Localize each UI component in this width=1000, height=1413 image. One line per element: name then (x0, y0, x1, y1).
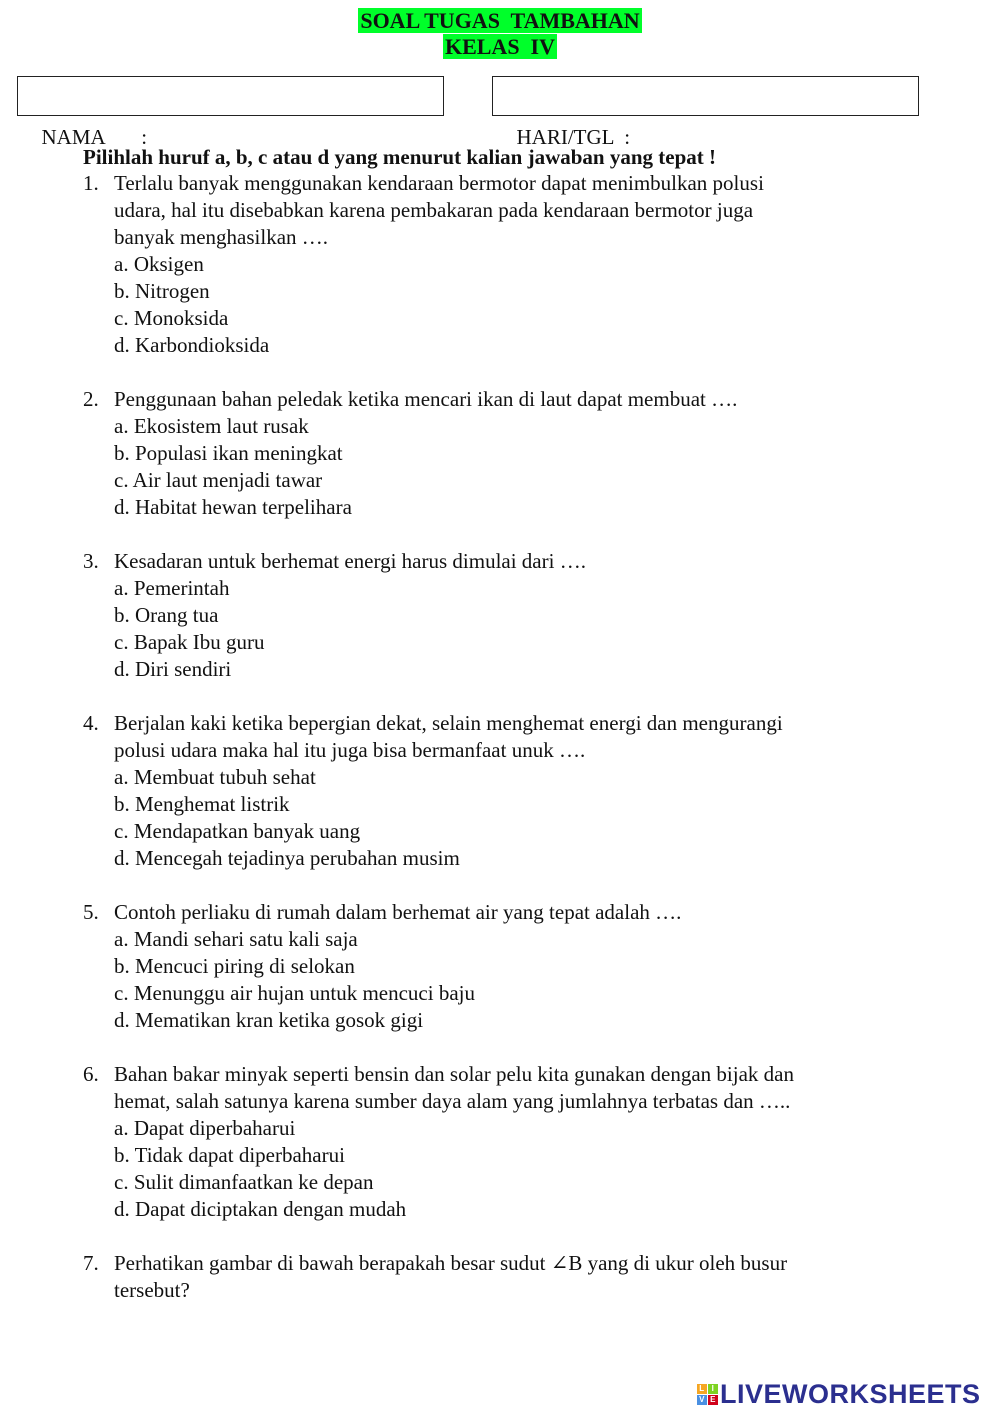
question-line: banyak menghasilkan …. (114, 225, 329, 249)
worksheet-header (0, 8, 1000, 60)
answer-option-d[interactable]: d. Mencegah tejadinya perubahan musim (114, 846, 460, 870)
answer-option-b[interactable]: b. Populasi ikan meningkat (114, 441, 343, 465)
question-line: Berjalan kaki ketika bepergian dekat, selain menghemat energi dan mengurangi (114, 711, 783, 735)
question-5 (83, 899, 903, 1034)
name-label: NAMA : (41, 125, 148, 149)
question-line: polusi udara maka hal itu juga bisa bermanfaat unuk …. (114, 738, 586, 762)
question-line: Terlalu banyak menggunakan kendaraan bermotor dapat menimbulkan polusi (114, 171, 764, 195)
answer-option-c[interactable]: c. Menunggu air hujan untuk mencuci baju (114, 981, 475, 1005)
answer-option-a[interactable]: a. Mandi sehari satu kali saja (114, 927, 358, 951)
question-1 (83, 170, 903, 359)
answer-option-a[interactable]: a. Membuat tubuh sehat (114, 765, 316, 789)
question-list (83, 170, 903, 1331)
date-label: HARI/TGL : (516, 125, 631, 149)
answer-option-a[interactable]: a. Oksigen (114, 252, 204, 276)
logo-letter-e: E (708, 1395, 718, 1405)
logo-letter-i: I (708, 1384, 718, 1394)
answer-option-c[interactable]: c. Monoksida (114, 306, 229, 330)
question-number: 3. (83, 549, 99, 573)
logo-letter-l: L (697, 1384, 707, 1394)
name-field[interactable] (17, 76, 444, 149)
question-3 (83, 548, 903, 683)
question-line: Perhatikan gambar di bawah berapakah besar sudut ∠B yang di ukur oleh busur (114, 1251, 788, 1275)
answer-option-c[interactable]: c. Air laut menjadi tawar (114, 468, 323, 492)
question-line: Contoh perliaku di rumah dalam berhemat air yang tepat adalah …. (114, 900, 682, 924)
answer-option-d[interactable]: d. Habitat hewan terpelihara (114, 495, 352, 519)
answer-option-b[interactable]: b. Menghemat listrik (114, 792, 290, 816)
logo-text: LIVEWORKSHEETS (720, 1378, 981, 1409)
question-7 (83, 1250, 903, 1304)
answer-option-a[interactable]: a. Dapat diperbaharui (114, 1116, 296, 1140)
question-4 (83, 710, 903, 872)
question-line: Penggunaan bahan peledak ketika mencari ikan di laut dapat membuat …. (114, 387, 738, 411)
question-number: 4. (83, 711, 99, 735)
liveworksheets-logo-icon (697, 1384, 718, 1405)
question-line: tersebut? (114, 1278, 190, 1302)
answer-option-d[interactable]: d. Dapat diciptakan dengan mudah (114, 1197, 407, 1221)
question-2 (83, 386, 903, 521)
answer-option-d[interactable]: d. Mematikan kran ketika gosok gigi (114, 1008, 424, 1032)
worksheet-title: SOAL TUGAS TAMBAHAN (360, 8, 640, 33)
question-number: 6. (83, 1062, 99, 1086)
answer-option-a[interactable]: a. Ekosistem laut rusak (114, 414, 309, 438)
answer-option-b[interactable]: b. Mencuci piring di selokan (114, 954, 355, 978)
question-line: udara, hal itu disebabkan karena pembakaran pada kendaraan bermotor juga (114, 198, 754, 222)
question-6 (83, 1061, 903, 1223)
answer-option-b[interactable]: b. Orang tua (114, 603, 219, 627)
answer-option-b[interactable]: b. Nitrogen (114, 279, 210, 303)
question-number: 1. (83, 171, 99, 195)
answer-option-c[interactable]: c. Sulit dimanfaatkan ke depan (114, 1170, 374, 1194)
question-line: Kesadaran untuk berhemat energi harus dimulai dari …. (114, 549, 586, 573)
liveworksheets-logo (697, 1379, 981, 1409)
answer-option-d[interactable]: d. Karbondioksida (114, 333, 270, 357)
question-line: hemat, salah satunya karena sumber daya alam yang jumlahnya terbatas dan ….. (114, 1089, 791, 1113)
logo-letter-v: V (697, 1395, 707, 1405)
answer-option-a[interactable]: a. Pemerintah (114, 576, 230, 600)
question-line: Bahan bakar minyak seperti bensin dan solar pelu kita gunakan dengan bijak dan (114, 1062, 794, 1086)
worksheet-class: KELAS IV (444, 34, 556, 59)
question-number: 2. (83, 387, 99, 411)
answer-option-d[interactable]: d. Diri sendiri (114, 657, 232, 681)
answer-option-b[interactable]: b. Tidak dapat diperbaharui (114, 1143, 345, 1167)
date-field[interactable] (492, 76, 919, 149)
question-number: 7. (83, 1251, 99, 1275)
question-number: 5. (83, 900, 99, 924)
answer-option-c[interactable]: c. Mendapatkan banyak uang (114, 819, 361, 843)
answer-option-c[interactable]: c. Bapak Ibu guru (114, 630, 265, 654)
instruction-text: Pilihlah huruf a, b, c atau d yang menurut kalian jawaban yang tepat ! (83, 145, 717, 169)
